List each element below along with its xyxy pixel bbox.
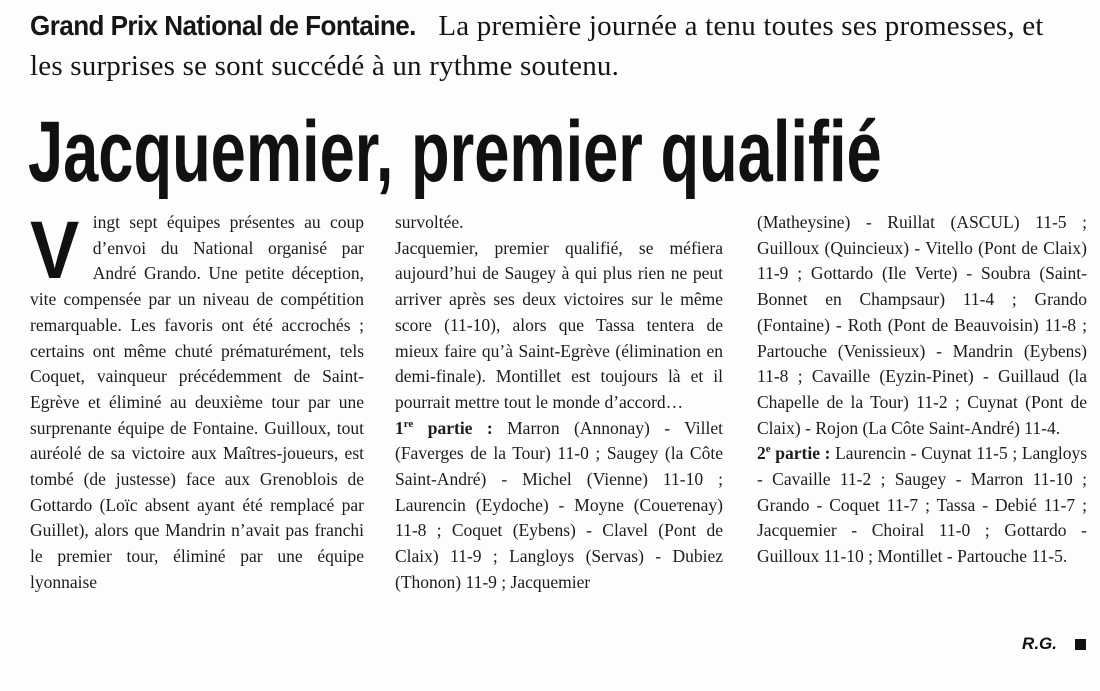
part-1-label-number: 1 xyxy=(395,417,404,438)
headline xyxy=(28,104,1088,200)
column-3 xyxy=(757,210,1087,570)
column-1-text: ingt sept équipes présentes au coup d’envoi du National organisé par André Grando. Une petite déception, vite compensée par un niveau de compétition remarquable. Les favoris ont été accrochés ; certains ont même chuté prématurément, tels Coquet, vainqueur précédemment de Saint-Egrève et éliminé au deuxième tour par une surprenante équipe de Fontaine. Guilloux, tout auréolé de sa victoire aux Maîtres-joueurs, est tombé (de justesse) face aux Grenoblois de Gottardo (Loïc absent ayant été remplacé par Guillet), alors que Mandrin n’avait pas franchi le premier tour, éliminé par une équipe lyonnaise xyxy=(30,212,364,592)
part-1-label xyxy=(395,418,493,438)
intro-block xyxy=(30,6,1080,86)
part-1-results xyxy=(395,416,723,596)
part-2-results xyxy=(757,441,1087,570)
part-1-results-text: Marron (Annonay) - Villet (Faverges de la Tour) 11-0 ; Saugey (la Côte Saint-André) - Michel (Vienne) 11-10 ; Laurencin (Eydoche) - Moyne (Coueтenay) 11-8 ; Coquet (Eybens) - Clavel (Pont de Claix) 11-9 ; Langloys (Servas) - Dubiez (Thonon) 11-9 ; Jacquemier xyxy=(395,417,723,592)
part-1-label-superscript: re xyxy=(403,417,414,430)
column-1 xyxy=(30,205,364,596)
opening-paragraph xyxy=(30,205,364,596)
part-2-label xyxy=(757,443,830,463)
part-2-label-superscript: e xyxy=(765,443,771,456)
part-1-results-continued: (Matheysine) - Ruillat (ASCUL) 11-5 ; Guilloux (Quincieux) - Vitello (Pont de Claix) 11-9 ; Gottardo (Ile Verte) - Soubra (Saint-Bonnet en Champsaur) 11-4 ; Grando (Fontaine) - Roth (Pont de Beauvoisin) 11-8 ; Partouche (Venissieux) - Mandrin (Eybens) 11-8 ; Cavaille (Eyzin-Pinet) - Guillaud (la Chapelle de la Tour) 11-2 ; Cuynat (Pont de Claix) - Rojon (La Côte Saint-André) 11-4. xyxy=(757,212,1087,438)
dropcap: V xyxy=(30,205,80,296)
part-1-label-text: partie : xyxy=(413,417,493,438)
column-2 xyxy=(395,210,723,596)
deck: La première journée a tenu toutes ses promesses, et les surprises se sont succédé à un rythme soutenu. xyxy=(30,10,1044,82)
part-2-label-number: 2 xyxy=(757,443,766,464)
kicker: Grand Prix National de Fontaine. xyxy=(30,10,416,41)
byline xyxy=(1022,634,1086,654)
end-mark-icon xyxy=(1075,639,1086,650)
column-2-continuation: survoltée. xyxy=(395,212,464,232)
second-paragraph: Jacquemier, premier qualifié, se méfiera aujourd’hui de Saugey à qui plus rien ne peut arriver après ses deux victoires sur le même score (11-10), alors que Tassa tentera de mieux faire qu’à Saint-Egrève (élimination en demi-finale). Montillet est toujours là et il pourrait mettre tout le monde d’accord… xyxy=(395,237,723,412)
headline-text: Jacquemier, premier qualifié xyxy=(28,104,882,200)
author-initials: R.G. xyxy=(1022,634,1057,653)
part-2-results-text: Laurencin - Cuynat 11-5 ; Langloys - Cavaille 11-2 ; Saugey - Marron 11-10 ; Grando - Coquet 11-7 ; Tassa - Debié 11-7 ; Jacquemier - Choiral 11-0 ; Gottardo - Guilloux 11-10 ; Montillet - Partouche 11-5. xyxy=(757,443,1087,567)
part-2-label-text: partie : xyxy=(770,443,831,464)
